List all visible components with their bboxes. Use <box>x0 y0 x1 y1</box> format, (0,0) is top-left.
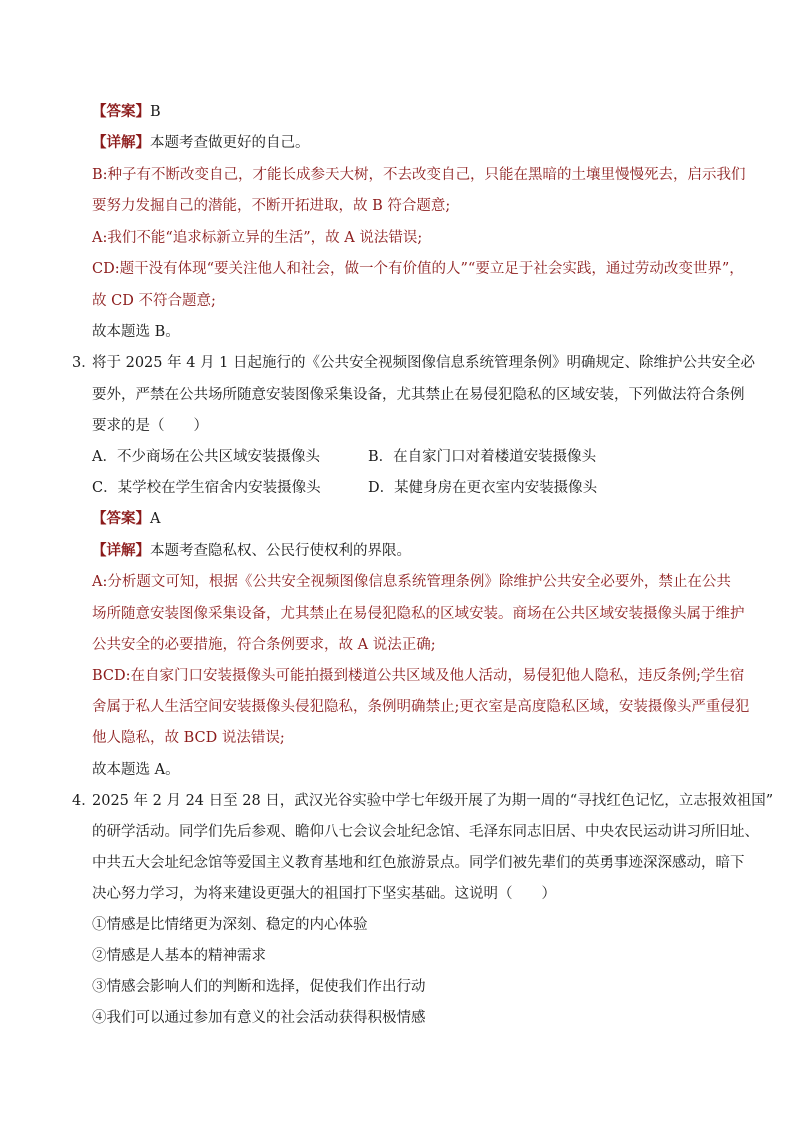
option-d: D．某健身房在更衣室内安装摄像头 <box>368 480 598 496</box>
option-b: B．在自家门口对着楼道安装摄像头 <box>368 449 597 465</box>
detail-tag: 【详解】 <box>92 542 150 559</box>
explanation-line: 故 CD 不符合题意; <box>92 293 216 309</box>
choice-4: ④我们可以通过参加有意义的社会活动获得积极情感 <box>92 1010 426 1026</box>
choice-2: ②情感是人基本的精神需求 <box>92 948 266 964</box>
conclusion-line: 故本题选 A。 <box>92 762 180 778</box>
question-stem-line: 的研学活动。同学们先后参观、瞻仰八七会议会址纪念馆、毛泽东同志旧居、中央农民运动讲习所旧址、 <box>92 824 759 840</box>
question-stem-line: 要求的是（ ） <box>92 418 208 434</box>
question-stem-line: 将于 2025 年 4 月 1 日起施行的《公共安全视频图像信息系统管理条例》明确规定、除维护公共安全必 <box>92 355 756 371</box>
explanation-line: BCD:在自家门口安装摄像头可能拍摄到楼道公共区域及他人活动，易侵犯他人隐私，违反条例;学生宿 <box>92 668 745 684</box>
question-number: 3． <box>72 355 96 371</box>
option-a: A．不少商场在公共区域安装摄像头 <box>92 449 320 465</box>
question-stem-line: 中共五大会址纪念馆等爱国主义教育基地和红色旅游景点。同学们被先辈们的英勇事迹深深感动，暗下 <box>92 855 745 871</box>
explanation-line: 舍属于私人生活空间安装摄像头侵犯隐私，条例明确禁止;更衣室是高度隐私区域，安装摄像头严重侵犯 <box>92 699 750 715</box>
conclusion-line: 故本题选 B。 <box>92 324 180 340</box>
explanation-line: 要努力发掘自己的潜能，不断开拓进取，故 B 符合题意; <box>92 198 451 214</box>
explanation-line: 公共安全的必要措施，符合条例要求，故 A 说法正确; <box>92 637 436 653</box>
question-stem-line: 2025 年 2 月 24 日至 28 日，武汉光谷实验中学七年级开展了为期一周的“寻找红色记忆，立志报效祖国” <box>92 793 774 809</box>
detail-line <box>92 133 310 153</box>
detail-intro: 本题考查做更好的自己。 <box>150 135 310 151</box>
explanation-line: A:我们不能“追求标新立异的生活”，故 A 说法错误; <box>92 230 423 246</box>
answer-line <box>92 509 160 529</box>
choice-3: ③情感会影响人们的判断和选择，促使我们作出行动 <box>92 979 426 995</box>
detail-line <box>92 541 411 561</box>
explanation-line: 他人隐私，故 BCD 说法错误; <box>92 730 285 746</box>
answer-value: A <box>150 511 161 527</box>
detail-tag: 【详解】 <box>92 134 150 151</box>
detail-intro: 本题考查隐私权、公民行使权利的界限。 <box>150 543 411 559</box>
question-stem-line: 决心努力学习，为将来建设更强大的祖国打下坚实基础。这说明（ ） <box>92 886 556 902</box>
explanation-line: A:分析题文可知，根据《公共安全视频图像信息系统管理条例》除维护公共安全必要外，禁止在公共 <box>92 574 731 590</box>
answer-tag: 【答案】 <box>92 510 150 527</box>
question-stem-line: 要外，严禁在公共场所随意安装图像采集设备，尤其禁止在易侵犯隐私的区域安装，下列做法符合条例 <box>92 387 745 403</box>
answer-value: B <box>150 104 161 120</box>
explanation-line: 场所随意安装图像采集设备，尤其禁止在易侵犯隐私的区域安装。商场在公共区域安装摄像头属于维护 <box>92 606 745 622</box>
answer-line <box>92 102 161 122</box>
option-c: C．某学校在学生宿舍内安装摄像头 <box>92 480 321 496</box>
choice-1: ①情感是比情绪更为深刻、稳定的内心体验 <box>92 917 368 933</box>
question-number: 4． <box>72 793 96 809</box>
explanation-line: CD:题干没有体现“要关注他人和社会，做一个有价值的人”“要立足于社会实践，通过劳动改变世界”， <box>92 261 744 277</box>
explanation-line: B:种子有不断改变自己，才能长成参天大树，不去改变自己，只能在黑暗的土壤里慢慢死去，启示我们 <box>92 167 746 183</box>
answer-tag: 【答案】 <box>92 103 150 120</box>
